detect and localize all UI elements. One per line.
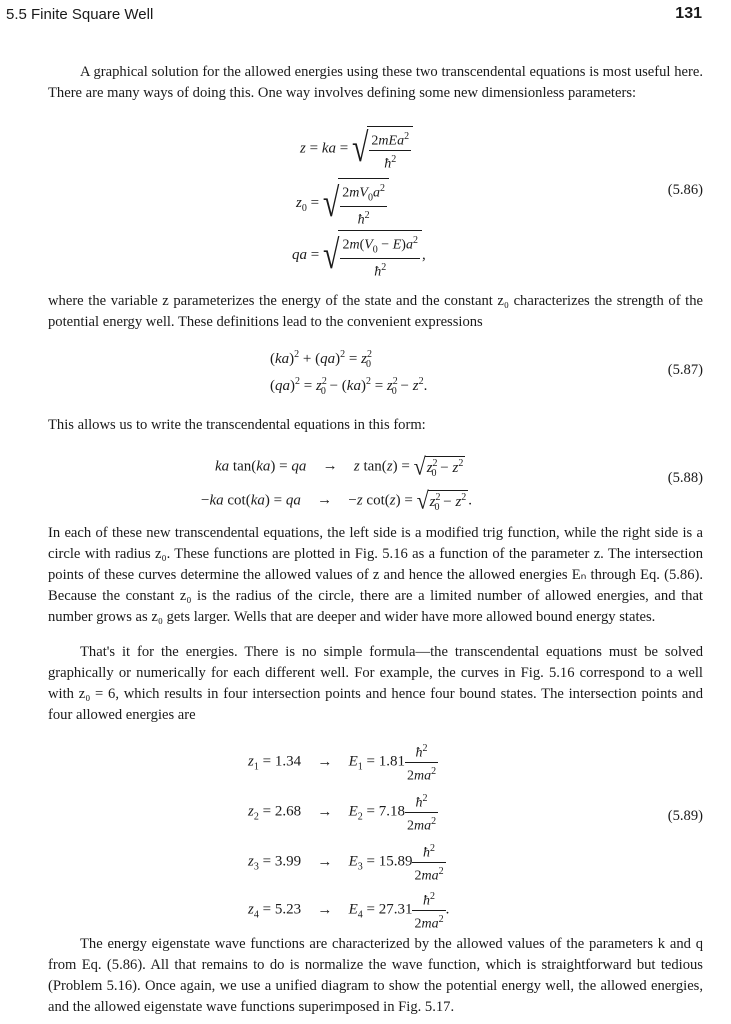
equation-5-89	[0, 728, 731, 932]
equation-5-86	[0, 118, 731, 288]
paragraph-intro: A graphical solution for the allowed energies using these two transcendental equations is most useful here. There are many ways of doing this. One way involves defining some new dimensionless parameters:	[48, 64, 703, 101]
equation-5-87	[0, 343, 731, 407]
eq-z0-definition: $z_0$ = √ $\frac{2mV_0a^2}{ħ^2}$	[296, 178, 389, 229]
running-header: 5.5 Finite Square Well	[6, 6, 154, 23]
energy-row: $z_2 = 2.68 \to E_2 = 7.18$ $\frac{ħ^2}{2ma^2}$	[248, 790, 438, 834]
energy-row: $z_3 = 3.99 \to E_3 = 15.89$ $\frac{ħ^2}{2ma^2}$	[248, 840, 446, 884]
paragraph-graphical-solution: In each of these new transcendental equations, the left side is a modified trig function, while the right side is a circle with radius z₀. These functions are plotted in Fig. 5.16 as a function of the parameter z. The intersection points of these curves determine the allowed values of z and hence the allowed energies Eₙ through Eq. (5.86). Because the constant z₀ is the radius of the circle, there are a limited number of allowed energies, and that number grows as z₀ gets larger. Wells that are deeper and wider have more allowed bound energy states.	[48, 525, 703, 625]
page-number: 131	[675, 5, 702, 22]
paragraph-definitions: where the variable z parameterizes the energy of the state and the constant z₀ characterizes the strength of the potential energy well. These definitions lead to the convenient expressions	[48, 293, 703, 330]
equation-number: (5.88)	[667, 470, 703, 486]
eq-circle-sum: $(ka)^2 + (qa)^2 = z^2_0$	[270, 349, 372, 370]
eq-tan-form: ka tan(ka) = qa → z tan(z) = √ $z^2_0 - z^2$	[215, 452, 464, 481]
equation-5-88	[0, 446, 731, 516]
eq-qa-squared: $(qa)^2 = z^2_0 - (ka)^2 = z^2_0 - z^2$.	[270, 376, 428, 397]
paragraph-energies: That's it for the energies. There is no simple formula—the transcendental equations must be solved graphically or numerically for each different well. For example, the curves in Fig. 5.16 correspond to a well with z₀ = 6, which results in four intersection points and hence four bound states. The intersection points and four allowed energies are	[48, 644, 703, 723]
paragraph-transition: This allows us to write the transcendental equations in this form:	[48, 417, 426, 433]
equation-number: (5.86)	[667, 182, 703, 198]
paragraph-wavefunctions: The energy eigenstate wave functions are characterized by the allowed values of the parameters k and q from Eq. (5.86). All that remains to do is normalize the wave function, which is straightforward but tedious (Problem 5.16). Once again, we use a unified diagram to show the potential energy well, the allowed energies, and the allowed eigenstate wave functions superimposed in Fig. 5.17.	[48, 936, 703, 1015]
equation-number: (5.87)	[667, 362, 703, 378]
eq-cot-form: −ka cot(ka) = qa → −z cot(z) = √ $z^2_0 - z^2$ .	[201, 486, 473, 515]
eq-z-definition: z = ka = √ $\frac{2mEa^2}{ħ^2}$	[300, 126, 413, 172]
energy-row: $z_4 = 5.23 \to E_4 = 27.31$ $\frac{ħ^2}{2ma^2}$ .	[248, 888, 449, 932]
eq-qa-definition: qa = √ $\frac{2m(V_0 - E)a^2}{ħ^2}$ ,	[292, 230, 426, 281]
energy-row: $z_1 = 1.34 \to E_1 = 1.81$ $\frac{ħ^2}{2ma^2}$	[248, 740, 438, 784]
equation-number: (5.89)	[667, 808, 703, 824]
